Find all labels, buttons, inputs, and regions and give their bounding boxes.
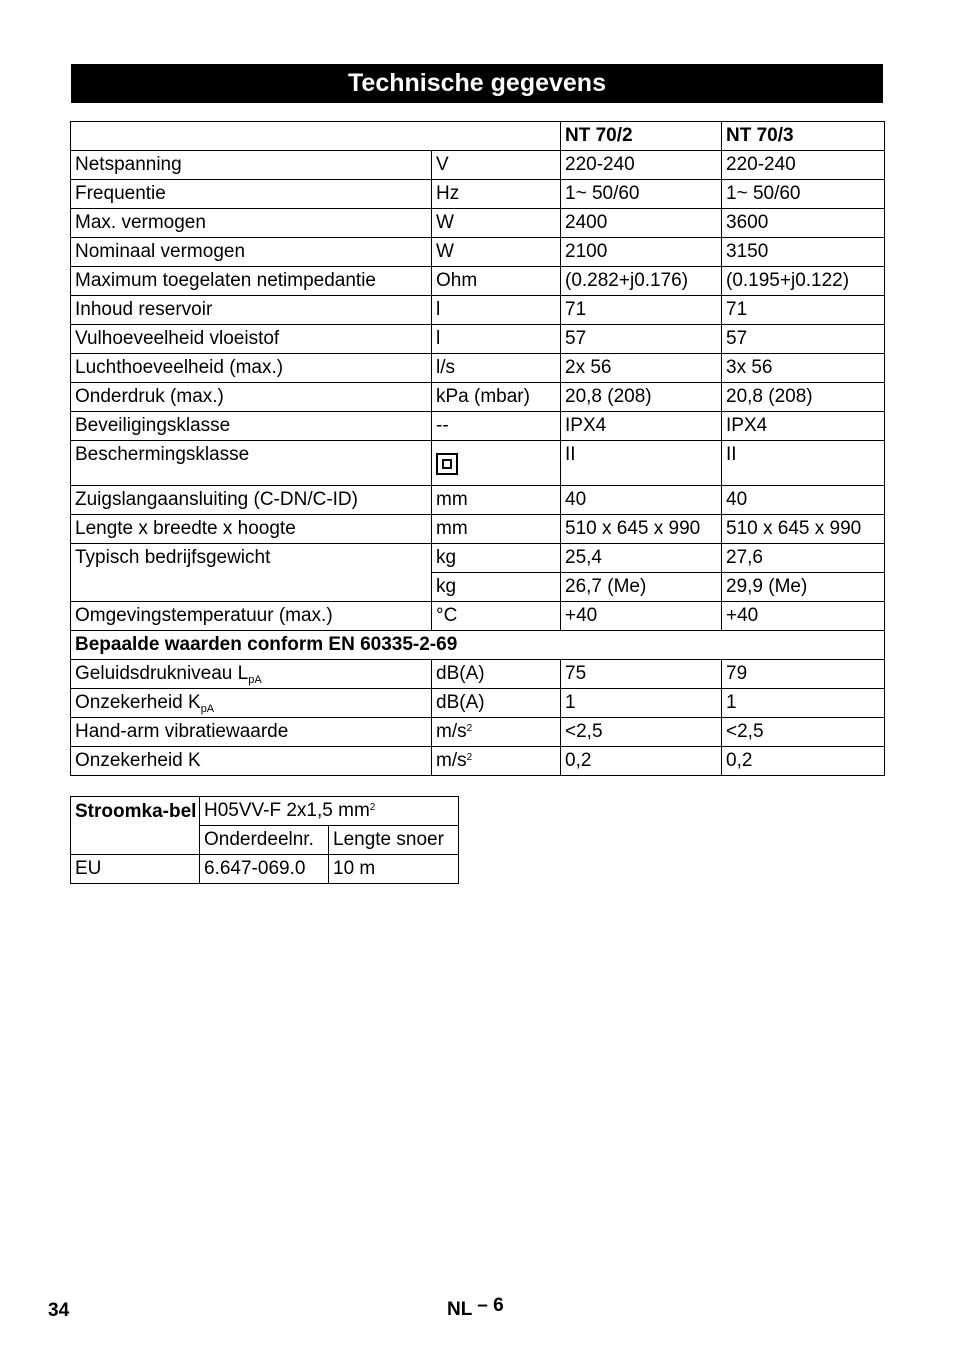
row-label: Beveiligingsklasse [71,412,432,441]
row-value-1: 75 [561,660,722,689]
row-value-1: <2,5 [561,718,722,747]
row-label: Onderdruk (max.) [71,383,432,412]
table-row [71,441,885,486]
row-value-2: II [722,441,885,486]
cable-type-sup: 2 [369,802,376,813]
table-row [71,515,885,544]
row-unit: kPa (mbar) [432,383,561,412]
row-label [71,689,432,718]
header-model-1: NT 70/2 [561,122,722,151]
row-label: Lengte x breedte x hoogte [71,515,432,544]
table-row [71,660,885,689]
cable-label: Stroomka-bel [71,797,200,855]
row-unit: °C [432,602,561,631]
row-value-2: 3600 [722,209,885,238]
row-label: Frequentie [71,180,432,209]
row-value-2: 20,8 (208) [722,383,885,412]
table-row [71,354,885,383]
table-row [71,180,885,209]
row-value-1: IPX4 [561,412,722,441]
row-value-1: II [561,441,722,486]
table-row [71,544,885,573]
table-row [71,238,885,267]
row-unit: mm [432,486,561,515]
row-value-1: (0.282+j0.176) [561,267,722,296]
footer-language [447,1295,504,1321]
row-unit: l [432,325,561,354]
row-label: Onzekerheid K [71,747,432,776]
row-label-text: Onzekerheid K [75,692,201,713]
cable-part-no: 6.647-069.0 [200,855,329,884]
table-row [71,209,885,238]
row-label: Inhoud reservoir [71,296,432,325]
page-number: 34 [48,1300,70,1321]
row-value-1: 1 [561,689,722,718]
row-unit: kg [432,544,561,573]
row-label: Max. vermogen [71,209,432,238]
row-unit-text: m/s [436,750,467,771]
row-value-1: 2100 [561,238,722,267]
row-value-2: +40 [722,602,885,631]
row-unit: l/s [432,354,561,383]
row-unit: l [432,296,561,325]
row-label: Netspanning [71,151,432,180]
row-value-2: 3x 56 [722,354,885,383]
row-value-2: IPX4 [722,412,885,441]
row-unit: V [432,151,561,180]
table-row [71,855,459,884]
row-label-text: Geluidsdrukniveau L [75,663,249,684]
row-value-1: 26,7 (Me) [561,573,722,602]
header-blank-cell [71,122,561,151]
row-value-2: 29,9 (Me) [722,573,885,602]
cable-type [200,797,459,826]
page-title: Technische gegevens [71,64,883,103]
row-value-1: 20,8 (208) [561,383,722,412]
row-value-2: 3150 [722,238,885,267]
section-row [71,631,885,660]
row-value-1: 0,2 [561,747,722,776]
table-row [71,689,885,718]
table-row [71,718,885,747]
cable-region: EU [71,855,200,884]
footer-page-sub: – 6 [477,1295,504,1316]
row-value-2: 1 [722,689,885,718]
row-value-1: 510 x 645 x 990 [561,515,722,544]
row-value-2: 27,6 [722,544,885,573]
row-unit: Hz [432,180,561,209]
cable-type-text: H05VV-F 2x1,5 mm [204,800,370,821]
spec-table [70,121,885,776]
row-value-2: 40 [722,486,885,515]
row-unit-sup: 2 [466,752,473,763]
row-unit [432,718,561,747]
cable-table [70,796,459,884]
table-row [71,296,885,325]
row-unit: -- [432,412,561,441]
row-value-1: 40 [561,486,722,515]
row-unit: kg [432,573,561,602]
row-value-2: (0.195+j0.122) [722,267,885,296]
row-value-1: 1~ 50/60 [561,180,722,209]
row-value-1: 25,4 [561,544,722,573]
row-unit: Ohm [432,267,561,296]
row-unit-text: m/s [436,721,467,742]
row-value-2: 1~ 50/60 [722,180,885,209]
row-label-sub: pA [200,703,215,715]
row-label: Zuigslangaansluiting (C-DN/C-ID) [71,486,432,515]
table-row [71,747,885,776]
row-unit: mm [432,515,561,544]
row-label [71,660,432,689]
row-value-1: 220-240 [561,151,722,180]
header-model-2: NT 70/3 [722,122,885,151]
cable-header-row [71,797,459,826]
row-label: Vulhoeveelheid vloeistof [71,325,432,354]
cable-col-part: Onderdeelnr. [200,826,329,855]
table-header-row [71,122,885,151]
row-value-1: 57 [561,325,722,354]
row-unit-sup: 2 [466,723,473,734]
row-unit: dB(A) [432,660,561,689]
row-value-1: 2x 56 [561,354,722,383]
row-value-2: 0,2 [722,747,885,776]
row-unit: W [432,209,561,238]
row-unit: dB(A) [432,689,561,718]
footer-lang-code: NL [447,1299,472,1320]
row-label: Beschermingsklasse [71,441,432,486]
row-label: Hand-arm vibratiewaarde [71,718,432,747]
cable-length: 10 m [329,855,459,884]
row-unit: W [432,238,561,267]
row-unit [432,441,561,486]
row-value-2: 220-240 [722,151,885,180]
table-row [71,267,885,296]
row-value-2: 79 [722,660,885,689]
row-label-sub: pA [248,674,262,686]
table-row [71,412,885,441]
row-label: Omgevingstemperatuur (max.) [71,602,432,631]
cable-col-length: Lengte snoer [329,826,459,855]
row-value-1: +40 [561,602,722,631]
table-row [71,602,885,631]
row-value-1: 71 [561,296,722,325]
table-row [71,383,885,412]
row-value-2: 71 [722,296,885,325]
table-row [71,151,885,180]
row-label: Luchthoeveelheid (max.) [71,354,432,383]
row-label: Typisch bedrijfsgewicht [71,544,432,602]
protection-class-ii-icon [436,453,458,475]
table-row [71,486,885,515]
row-value-2: <2,5 [722,718,885,747]
row-value-1: 2400 [561,209,722,238]
row-label: Nominaal vermogen [71,238,432,267]
row-value-2: 510 x 645 x 990 [722,515,885,544]
section-title: Bepaalde waarden conform EN 60335-2-69 [71,631,885,660]
row-value-2: 57 [722,325,885,354]
table-row [71,325,885,354]
row-unit [432,747,561,776]
row-label: Maximum toegelaten netimpedantie [71,267,432,296]
